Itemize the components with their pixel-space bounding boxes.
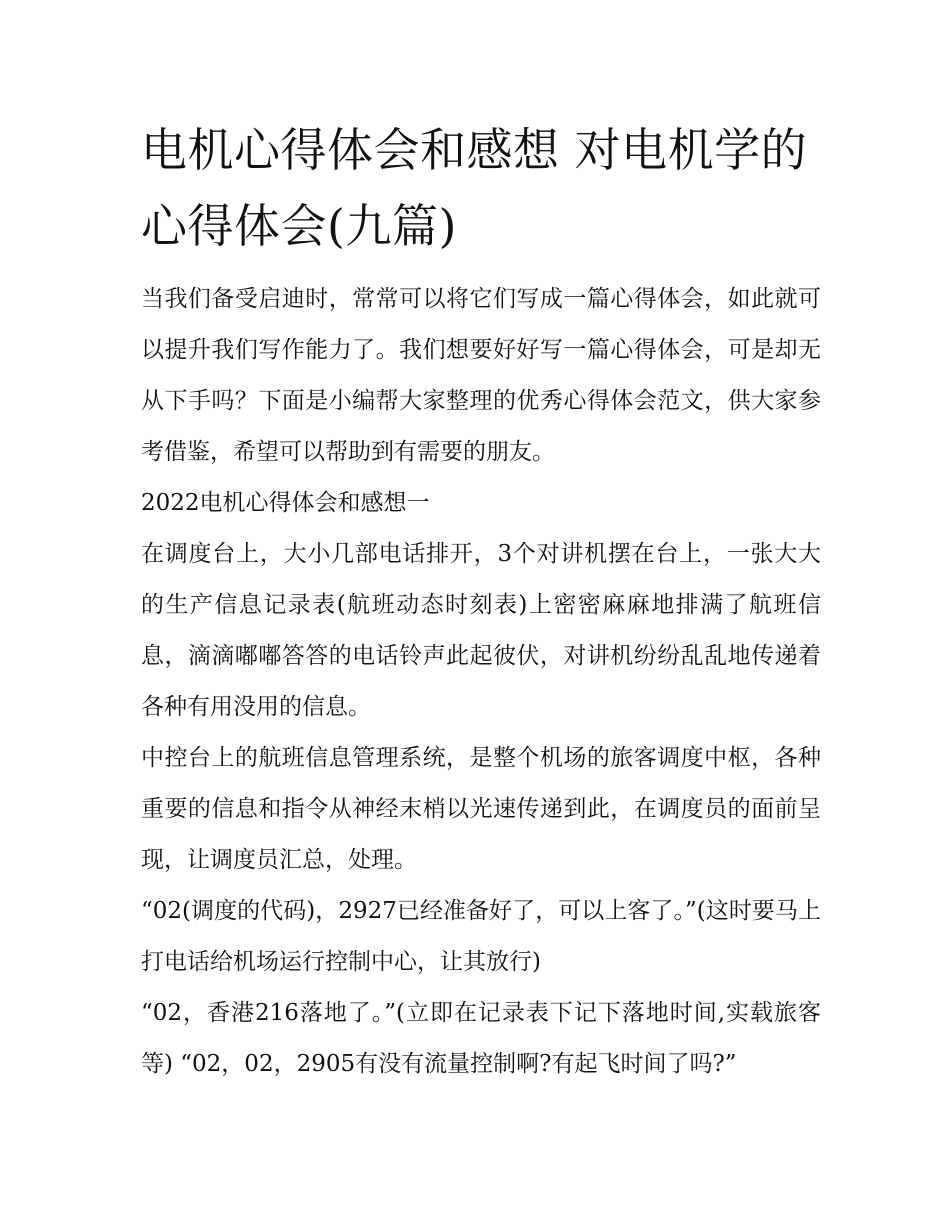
- paragraph-intro: 当我们备受启迪时，常常可以将它们写成一篇心得体会，如此就可以提升我们写作能力了。我们想要好好写一篇心得体会，可是却无从下手吗？下面是小编帮大家整理的优秀心得体会范文，供大家参考借鉴，希望可以帮助到有需要的朋友。: [141, 286, 821, 465]
- paragraph-dispatch-desk: 在调度台上，大小几部电话排开，3个对讲机摆在台上，一张大大的生产信息记录表(航班动态时刻表)上密密麻麻地排满了航班信息，滴滴嘟嘟答答的电话铃声此起彼伏，对讲机纷纷乱乱地传递着各种有用没用的信息。: [141, 541, 821, 720]
- paragraph-dialogue-1: “02(调度的代码)，2927已经准备好了，可以上客了。”(这时要马上打电话给机场运行控制中心，让其放行): [141, 898, 821, 975]
- section-heading: 2022电机心得体会和感想一: [141, 490, 430, 516]
- document-title: 电机心得体会和感想 对电机学的心得体会(九篇): [141, 123, 808, 253]
- paragraph-control-console: 中控台上的航班信息管理系统，是整个机场的旅客调度中枢，各种重要的信息和指令从神经末梢以光速传递到此，在调度员的面前呈现，让调度员汇总，处理。: [141, 745, 821, 873]
- paragraph-dialogue-2: “02，香港216落地了。”(立即在记录表下记下落地时间,实载旅客等) “02，02，2905有没有流量控制啊?有起飞时间了吗?”: [141, 1000, 821, 1077]
- document-page: [141, 112, 821, 1090]
